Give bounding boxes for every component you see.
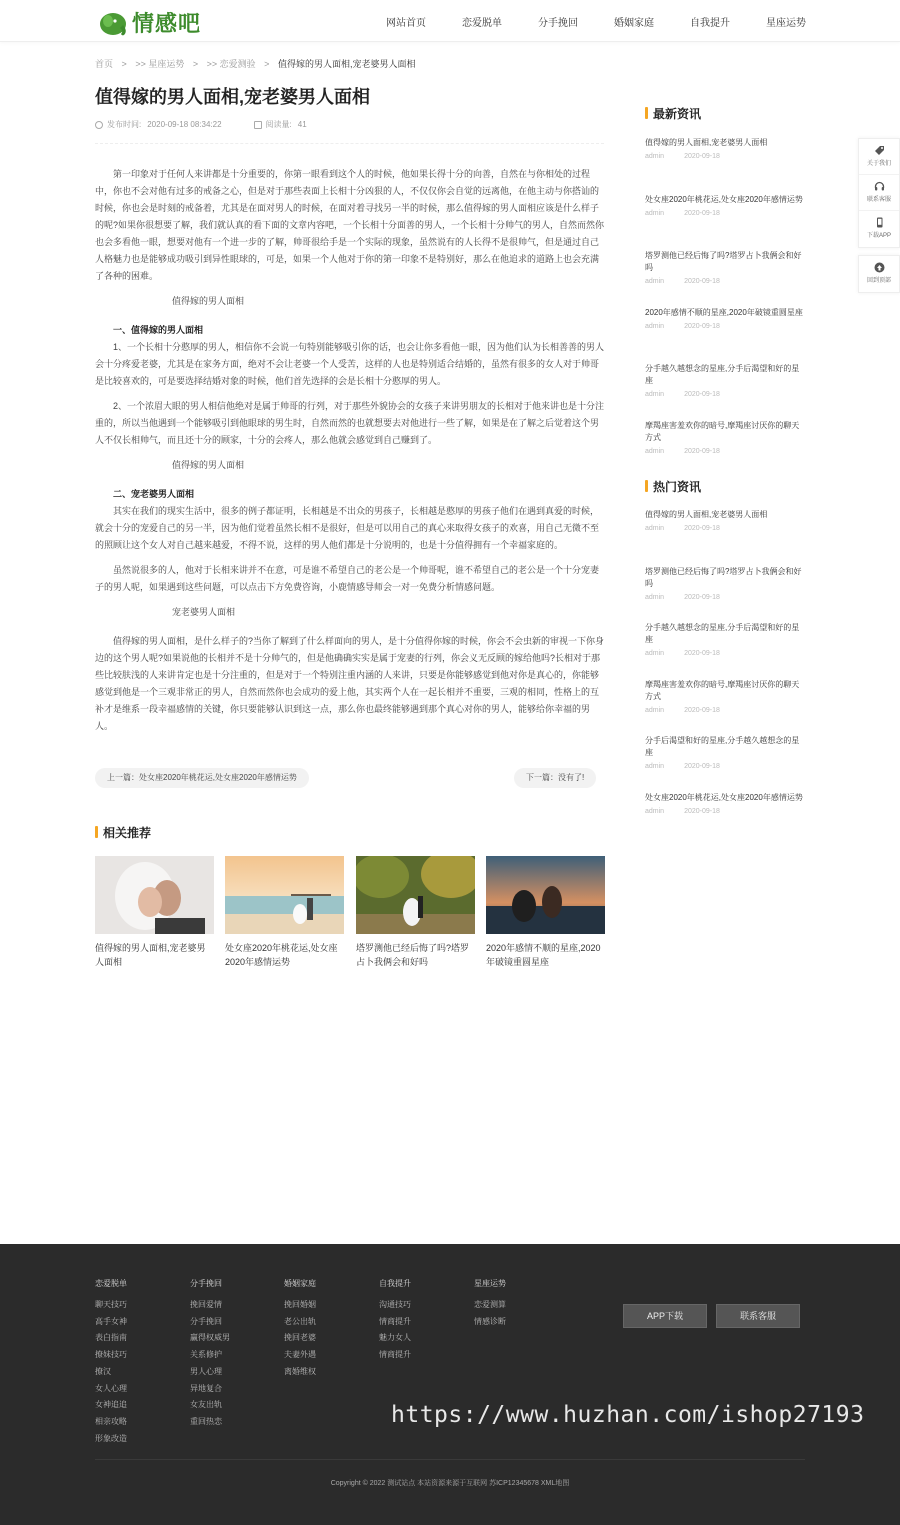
publish-label: 发布时间: — [107, 120, 142, 129]
subheading-center: 宠老婆男人面相 — [172, 607, 236, 617]
sidebar-article-author: admin — [645, 209, 665, 217]
next-article-link[interactable]: 下一篇：没有了! — [514, 768, 596, 788]
clock-icon — [95, 121, 103, 129]
meta-divider — [95, 143, 604, 144]
sidebar-article-author: admin — [645, 593, 665, 601]
footer-link[interactable]: 情感诊断 — [474, 1316, 506, 1326]
paragraph: 值得嫁的男人面相，是什么样子的?当你了解到了什么样面向的男人，是十分值得你嫁的时候，你会不会虫新的审视一下你身边的这个男人呢?如果说他的长相并不是十分帅气的，但是他确确实实是属于宠妻的行列，你会义无反顾的嫁给他吗?长相对于那些比较肤浅的人来讲肯定也是十分注重的，但是对于一个特别注重内涵的人来讲，只要是你能够感觉到他对你是真心的，你能够感觉到他是一个三观非常正的男人，自然而然你也会成功的爱上他，其实两个人在一起长相并不重要，三观的相同，性格上的互补才是维系一段幸福感情的关键，你只要能够认识到这一点，那么你也最终能够遇到那个真心对你的男人，能够给你幸福的男人。 — [95, 636, 605, 731]
footer-link[interactable]: 夫妻外遇 — [284, 1350, 316, 1360]
download-app-button[interactable] — [859, 211, 899, 247]
sidebar-article-date: 2020-09-18 — [684, 650, 720, 657]
site-logo[interactable] — [97, 7, 201, 38]
sidebar-article-author: admin — [645, 706, 665, 714]
sidebar-article-title[interactable]: 塔罗测他已经后悔了吗?塔罗占卜我俩会和好吗 — [645, 566, 802, 588]
footer-column-title[interactable]: 恋爱脱单 — [95, 1279, 127, 1288]
sidebar-article-meta — [645, 448, 805, 455]
sidebar-article-date: 2020-09-18 — [684, 525, 720, 532]
footer-link[interactable]: 关系修护 — [190, 1350, 222, 1360]
footer-link[interactable]: 形象改造 — [95, 1433, 127, 1443]
sidebar-article-item[interactable] — [645, 420, 805, 455]
sidebar-article-author: admin — [645, 763, 665, 770]
sidebar-article-item[interactable] — [645, 509, 805, 532]
sidebar-article-author: admin — [645, 525, 665, 532]
main-nav — [350, 0, 806, 42]
breadcrumb-sep: > — [264, 59, 270, 69]
related-title: 相关推荐 — [95, 824, 151, 841]
footer-link[interactable]: 聊天技巧 — [95, 1300, 127, 1309]
article-meta — [95, 119, 307, 130]
sidebar-article-item[interactable] — [645, 622, 805, 657]
sidebar-article-meta — [645, 594, 805, 601]
arrow-up-icon — [859, 262, 899, 273]
sidebar-article-title[interactable]: 2020年感情不顺的星座,2020年破镜重圆星座 — [645, 307, 803, 317]
footer-column-title[interactable]: 分手挽回 — [190, 1279, 222, 1288]
related-thumbnail[interactable] — [95, 856, 214, 934]
footer-link[interactable]: 沟通技巧 — [379, 1300, 411, 1309]
breadcrumb-sep: > — [121, 59, 127, 69]
sidebar-article-date: 2020-09-18 — [684, 706, 720, 714]
float-toolbar — [858, 138, 900, 248]
paragraph: 虽然说很多的人，他对于长相来讲并不在意，可是谁不希望自己的老公是一个帅哥呢，谁不希望自己的老公是一个十分宠妻子的男人呢，如果遇到这些问题，可以点击下方免费咨询，小鹿情感导师会一对一免费分析情感问题。 — [95, 565, 600, 592]
article-title: 值得嫁的男人面相,宠老婆男人面相 — [95, 87, 370, 107]
nav-self[interactable]: 自我提升 — [690, 17, 730, 29]
back-to-top-button[interactable] — [859, 256, 899, 292]
footer-link[interactable]: 表白指南 — [95, 1333, 127, 1343]
footer-link[interactable]: 情商提升 — [379, 1350, 411, 1360]
sidebar-article-author: admin — [645, 153, 665, 160]
sidebar-article-author: admin — [645, 447, 665, 455]
footer-link[interactable]: 离婚维权 — [284, 1366, 316, 1376]
sidebar-article-item[interactable] — [645, 792, 805, 815]
sidebar-article-title[interactable]: 处女座2020年桃花运,处女座2020年感情运势 — [645, 792, 803, 802]
nav-marriage[interactable]: 婚姻家庭 — [614, 17, 654, 29]
footer-link[interactable]: 女神追追 — [95, 1400, 127, 1410]
prev-article-link[interactable]: 上一篇：处女座2020年桃花运,处女座2020年感情运势 — [95, 768, 309, 788]
sidebar-article-item[interactable] — [645, 679, 805, 714]
watermark-url: https://www.huzhan.com/ishop27193 — [391, 1402, 865, 1428]
sidebar-article-author: admin — [645, 391, 665, 398]
related-caption[interactable]: 值得嫁的男人面相,宠老婆男人面相 — [95, 943, 206, 967]
footer-link[interactable]: 情商提升 — [379, 1316, 411, 1326]
footer-column-title[interactable]: 婚姻家庭 — [284, 1279, 316, 1288]
footer-column-title[interactable]: 星座运势 — [474, 1279, 506, 1288]
related-caption[interactable]: 塔罗测他已经后悔了吗?塔罗占卜我俩会和好吗 — [356, 943, 470, 967]
nav-love[interactable]: 恋爱脱单 — [462, 17, 502, 29]
sidebar-article-title[interactable]: 分手越久越想念的星座,分手后渴望和好的星座 — [645, 623, 800, 644]
headset-icon — [859, 181, 899, 192]
sidebar-article-date: 2020-09-18 — [684, 209, 720, 217]
sidebar-article-title[interactable]: 塔罗测他已经后悔了吗?塔罗占卜我俩会和好吗 — [645, 251, 802, 272]
sidebar-article-title[interactable]: 值得嫁的男人面相,宠老婆男人面相 — [645, 510, 768, 519]
related-card[interactable] — [356, 856, 475, 969]
section-heading: 二、宠老婆男人面相 — [113, 489, 195, 499]
footer-column — [379, 1278, 411, 1364]
copyright: Copyright © 2022 测试站点 本站资源来源于互联网 苏ICP12345678 XML地图 — [330, 1480, 570, 1487]
paragraph: 2、一个浓眉大眼的男人相信他绝对是属于帅哥的行列，对于那些外貌协会的女孩子来讲男朋友的长相对于他来讲也是十分注重的，所以当他遇到一个能够吸引到他眼球的男生时，自然而然的也就想要去对他进行一些了解，如果是在了解之后觉着这个男人不仅长相帅气，而且还十分的顾家，十分的会疼人，那么他就会感觉到自己赚到了。 — [95, 401, 605, 445]
sidebar-article-title[interactable]: 值得嫁的男人面相,宠老婆男人面相 — [645, 138, 768, 147]
breadcrumb-horoscope[interactable]: >> 星座运势 — [135, 59, 185, 69]
breadcrumb-current: 值得嫁的男人面相,宠老婆男人面相 — [277, 59, 416, 69]
sidebar-article-item[interactable] — [645, 363, 805, 398]
footer-link[interactable]: 女友出轨 — [190, 1400, 222, 1410]
sidebar-article-item[interactable] — [645, 307, 805, 330]
sidebar-article-date: 2020-09-18 — [684, 322, 720, 330]
footer-link[interactable]: 相亲攻略 — [95, 1416, 127, 1426]
sidebar-article-meta — [645, 525, 805, 532]
sidebar-article-author: admin — [645, 322, 665, 330]
section-heading: 一、值得嫁的男人面相 — [113, 325, 204, 335]
related-thumbnail[interactable] — [356, 856, 475, 934]
article-content — [95, 166, 604, 743]
app-download-button[interactable]: APP下载 — [623, 1304, 707, 1328]
contact-service-label: 联系客服 — [866, 197, 891, 203]
breadcrumb — [95, 57, 421, 70]
footer-link[interactable]: 女人心理 — [95, 1383, 127, 1393]
sidebar-article-date: 2020-09-18 — [684, 593, 720, 601]
footer-link[interactable]: 分手挽回 — [190, 1316, 222, 1326]
related-card[interactable] — [486, 856, 605, 969]
related-card[interactable] — [225, 856, 344, 969]
sidebar-article-item[interactable] — [645, 137, 805, 160]
sidebar-article-author: admin — [645, 650, 665, 657]
breadcrumb-sep: > — [192, 59, 199, 69]
phone-icon — [859, 217, 899, 228]
logo-text: 情感吧 — [132, 12, 202, 37]
breadcrumb-quiz[interactable]: >> 恋爱测验 — [206, 59, 256, 69]
contact-service-button[interactable] — [859, 175, 899, 211]
footer-column-title[interactable]: 自我提升 — [379, 1279, 411, 1288]
hot-title: 热门资讯 — [645, 478, 701, 495]
subheading-center: 值得嫁的男人面相 — [172, 460, 245, 470]
sidebar-article-item[interactable] — [645, 194, 805, 217]
footer-column — [474, 1278, 506, 1330]
footer-link[interactable]: 异地复合 — [190, 1383, 222, 1393]
subheading-center: 值得嫁的男人面相 — [172, 296, 245, 306]
sidebar-article-date: 2020-09-18 — [684, 391, 720, 398]
footer-link[interactable]: 恋爱测算 — [474, 1300, 506, 1309]
paragraph: 其实在我们的现实生活中，很多的例子都证明，长相越是不出众的男孩子，长相越是憨厚的男孩子他们在遇到真爱的时候，就会十分的宠爱自己的另一半，因为他们觉着虽然长相不是很好，但是可以用自己的真心来取得女孩子的欢喜，用自己无微不至的照顾让这个女人对自己越来越爱，不得不说，这样的男人他们都是十分说明的，也是十分值得拥有一个幸福家庭的。 — [95, 506, 600, 550]
related-thumbnail[interactable] — [225, 856, 344, 934]
back-to-top-box — [858, 255, 900, 293]
footer-link[interactable]: 重回热恋 — [190, 1416, 222, 1426]
footer-link[interactable]: 挽回婚姻 — [284, 1300, 316, 1309]
footer-link[interactable]: 赢得权威男 — [190, 1333, 230, 1343]
site-header — [0, 0, 900, 42]
sidebar-article-title[interactable]: 摩羯座害羞欢你的暗号,摩羯座讨厌你的聊天方式 — [645, 420, 800, 442]
sidebar-article-meta — [645, 808, 805, 815]
sidebar-article-author: admin — [645, 278, 665, 285]
footer-column — [95, 1278, 127, 1447]
sidebar-article-meta — [645, 650, 805, 657]
footer-link[interactable]: 撩汉 — [95, 1366, 111, 1376]
footer-link[interactable]: 高手女神 — [95, 1316, 127, 1326]
footer-column — [284, 1278, 316, 1381]
footer-link[interactable]: 撩妹技巧 — [95, 1350, 127, 1360]
sidebar-article-meta — [645, 391, 805, 398]
sidebar-article-meta — [645, 210, 805, 217]
sidebar-article-author: admin — [645, 807, 665, 815]
footer-link[interactable]: 老公出轨 — [284, 1316, 316, 1326]
footer-link[interactable]: 男人心理 — [190, 1366, 222, 1376]
sidebar-article-title[interactable]: 分手越久越想念的星座,分手后渴望和好的星座 — [645, 364, 800, 385]
contact-service-footer-button[interactable]: 联系客服 — [716, 1304, 800, 1328]
sidebar-article-meta — [645, 153, 805, 160]
nav-home[interactable]: 网站首页 — [386, 17, 426, 29]
related-caption[interactable]: 处女座2020年桃花运,处女座2020年感情运势 — [225, 943, 338, 967]
sidebar-article-title[interactable]: 摩羯座害羞欢你的暗号,摩羯座讨厌你的聊天方式 — [645, 679, 800, 701]
breadcrumb-home[interactable]: 首页 — [95, 59, 114, 69]
views-icon — [254, 121, 262, 129]
views-count: 41 — [297, 120, 307, 129]
sidebar-article-meta — [645, 763, 805, 770]
latest-title: 最新资讯 — [645, 105, 701, 122]
footer-link[interactable]: 挽回爱情 — [190, 1300, 222, 1309]
download-app-label: 下载APP — [866, 233, 891, 239]
footer-column — [190, 1278, 230, 1431]
sidebar-article-meta — [645, 278, 805, 285]
nav-horoscope[interactable]: 星座运势 — [766, 17, 806, 29]
related-thumbnail[interactable] — [486, 856, 605, 934]
footer-link[interactable]: 魅力女人 — [379, 1333, 411, 1343]
nav-breakup[interactable]: 分手挽回 — [538, 17, 578, 29]
sidebar-article-item[interactable] — [645, 250, 805, 285]
sidebar-article-title[interactable]: 处女座2020年桃花运,处女座2020年感情运势 — [645, 194, 803, 204]
footer-divider — [95, 1459, 805, 1460]
sidebar-article-date: 2020-09-18 — [684, 278, 720, 285]
sidebar-article-meta — [645, 323, 805, 330]
sidebar-article-item[interactable] — [645, 566, 805, 601]
about-us-label: 关于我们 — [866, 161, 891, 167]
related-card[interactable] — [95, 856, 214, 969]
paragraph: 第一印象对于任何人来讲都是十分重要的，你第一眼看到这个人的时候，他如果长得十分的向善，自然在与你相处的过程中，你也不会对他有过多的戒备之心，但是对于那些表面上长相十分凶狠的人，不仅仅你会自觉的远离他，在他主动与你搭讪的时候，你也会是时刻的戒备着，尤其是在面对男人的时候，在面对着寻找另一半的时候，那么值得嫁的男人面相应该是什么样子的呢?如果你很想要了解，我们就认真的看下面的文章内容吧，一个长相十分面善的男人，一个长相十分帅气的男人，自然而然你也会多看他一眼，想要对他有一个进一步的了解，帅哥很给手是一个实际的现象，虽然说有的人长得不是很帅气，但是通过自己人格魅力也是能够成功吸引到异性眼球的，可是，如果一个人他对于你的第一印象不是特别好，那么在他追求的道路上也会充满了各种的困难。 — [95, 169, 605, 281]
publish-time: 2020-09-18 08:34:22 — [147, 120, 222, 129]
footer-link[interactable]: 挽回老婆 — [284, 1333, 316, 1343]
paragraph: 1、一个长相十分憨厚的男人，相信你不会说一句特别能够吸引你的话，也会让你多看他一眼，因为他们认为长相善善的男人会十分疼爱老婆，尤其是在家务方面，绝对不会让老婆一个人受苦，这样的人也是特别适合结婚的，虽然有很多的女人对于帅哥是比较喜欢的，可是要选择结婚对象的时候，他们首先选择的会是长相十分憨厚的男人。 — [95, 342, 605, 386]
sidebar-article-date: 2020-09-18 — [684, 763, 720, 770]
views-label: 阅读量: — [265, 120, 292, 129]
about-us-button[interactable] — [859, 139, 899, 175]
elephant-logo-icon — [97, 9, 129, 37]
sidebar-article-item[interactable] — [645, 735, 805, 770]
sidebar-article-date: 2020-09-18 — [684, 807, 720, 815]
sidebar-article-date: 2020-09-18 — [684, 447, 720, 455]
sidebar-article-title[interactable]: 分手后渴望和好的星座,分手越久越想念的星座 — [645, 736, 800, 757]
related-caption[interactable]: 2020年感情不顺的星座,2020年破镜重圆星座 — [486, 943, 601, 967]
sidebar-article-date: 2020-09-18 — [684, 153, 720, 160]
sidebar-article-meta — [645, 707, 805, 714]
back-to-top-label: 回到顶部 — [866, 278, 891, 284]
tag-icon — [859, 145, 899, 156]
